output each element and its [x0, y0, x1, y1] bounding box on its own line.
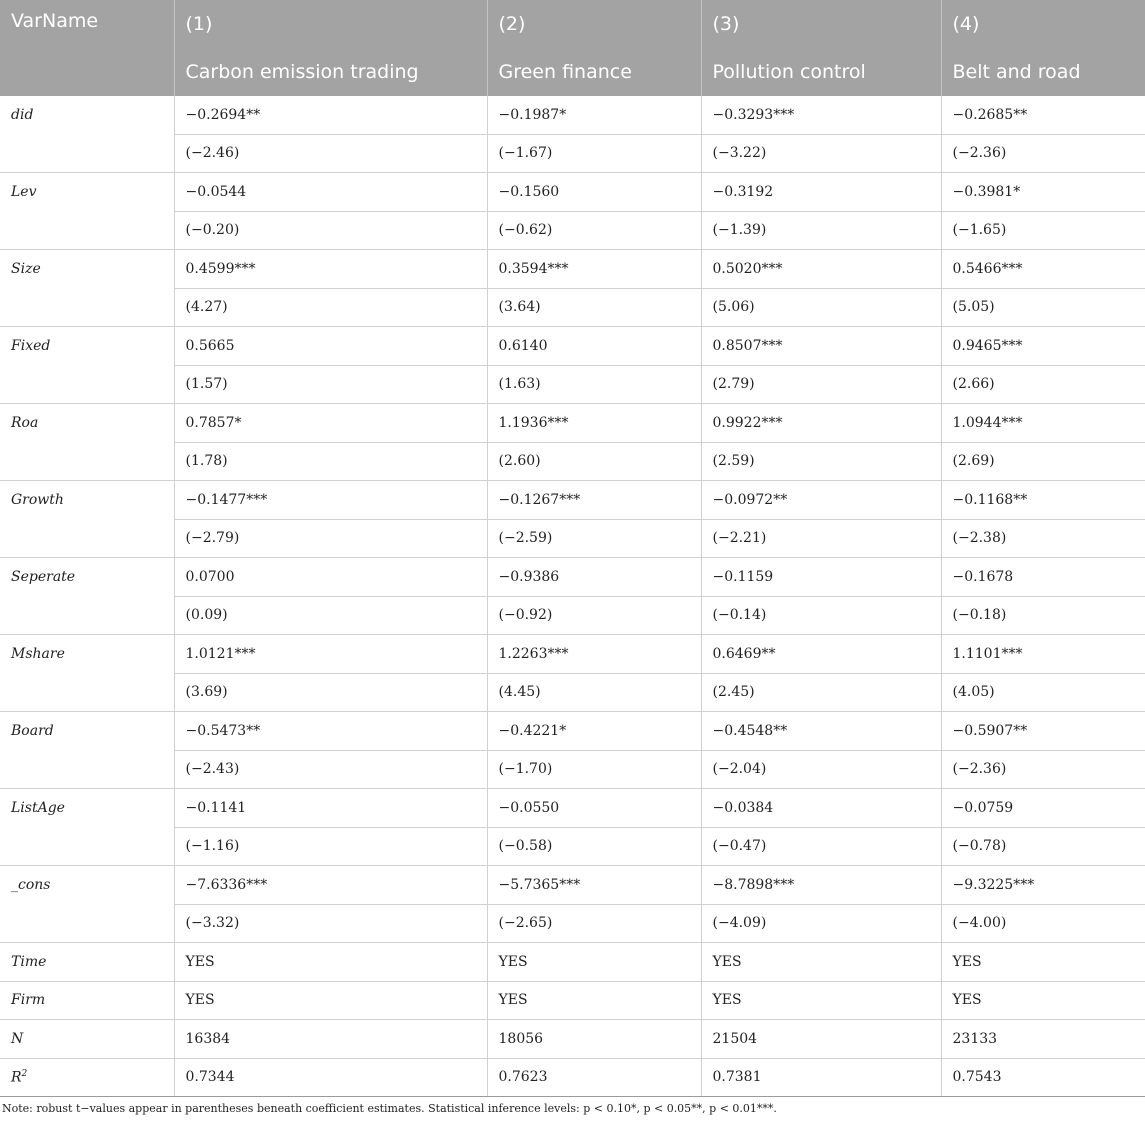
t-value-cell: (−2.36) [941, 750, 1145, 789]
value-cell: 16384 [174, 1020, 487, 1059]
coefficient-cell: −5.7365*** [487, 866, 701, 905]
variable-name: Size [0, 250, 174, 327]
coefficient-cell: 0.5466*** [941, 250, 1145, 289]
coefficient-cell: −0.1477*** [174, 481, 487, 520]
coefficient-cell: −0.9386 [487, 558, 701, 597]
t-value-cell: (−1.39) [701, 211, 941, 250]
coefficient-cell: 1.2263*** [487, 635, 701, 674]
superscript: 2 [21, 1068, 28, 1079]
coefficient-cell: −0.0550 [487, 789, 701, 828]
coefficient-cell: −0.0544 [174, 173, 487, 212]
table-row [0, 404, 1145, 443]
t-value-cell: (2.59) [701, 442, 941, 481]
column-title: Belt and road [941, 48, 1145, 96]
table-row [0, 943, 1145, 982]
variable-label: N [11, 1030, 24, 1047]
t-value-cell: (−0.58) [487, 827, 701, 866]
value-cell: YES [487, 943, 701, 982]
table-row [0, 789, 1145, 828]
t-value-cell: (1.57) [174, 365, 487, 404]
t-value-cell: (−0.14) [701, 596, 941, 635]
t-value-cell: (−4.00) [941, 904, 1145, 943]
t-value-cell: (4.27) [174, 288, 487, 327]
variable-label: R [11, 1069, 22, 1086]
variable-name: Lev [0, 173, 174, 250]
variable-name: Seperate [0, 558, 174, 635]
t-value-cell: (1.63) [487, 365, 701, 404]
variable-name: Board [0, 712, 174, 789]
variable-name: Mshare [0, 635, 174, 712]
t-value-cell: (0.09) [174, 596, 487, 635]
t-value-cell: (2.69) [941, 442, 1145, 481]
table-row [0, 96, 1145, 134]
t-value-cell: (−3.22) [701, 134, 941, 173]
table-note: Note: robust t−values appear in parentheses beneath coefficient estimates. Statistical inference levels: p < 0.10*, p < 0.05**, p < 0.01***. [2, 1102, 777, 1115]
t-value-cell: (−2.21) [701, 519, 941, 558]
coefficient-cell: −0.1168** [941, 481, 1145, 520]
coefficient-cell: −0.0972** [701, 481, 941, 520]
table-row [0, 1058, 1145, 1097]
t-value-cell: (−2.04) [701, 750, 941, 789]
coefficient-cell: −8.7898*** [701, 866, 941, 905]
coefficient-cell: −7.6336*** [174, 866, 487, 905]
table-body [0, 96, 1145, 1097]
t-value-cell: (−4.09) [701, 904, 941, 943]
t-value-cell: (5.06) [701, 288, 941, 327]
t-value-cell: (3.64) [487, 288, 701, 327]
table-row [0, 712, 1145, 751]
coefficient-cell: 1.1101*** [941, 635, 1145, 674]
coefficient-cell: −0.1987* [487, 96, 701, 134]
value-cell: 0.7344 [174, 1058, 487, 1097]
coefficient-cell: −0.3981* [941, 173, 1145, 212]
t-value-cell: (1.78) [174, 442, 487, 481]
t-value-cell: (4.45) [487, 673, 701, 712]
coefficient-cell: −0.1141 [174, 789, 487, 828]
t-value-cell: (−1.70) [487, 750, 701, 789]
t-value-cell: (−2.43) [174, 750, 487, 789]
table-row [0, 327, 1145, 366]
coefficient-cell: 0.9922*** [701, 404, 941, 443]
t-value-cell: (−1.65) [941, 211, 1145, 250]
value-cell: 0.7623 [487, 1058, 701, 1097]
table-row [0, 1020, 1145, 1059]
coefficient-cell: 0.5020*** [701, 250, 941, 289]
value-cell: 0.7381 [701, 1058, 941, 1097]
variable-name [0, 1020, 174, 1059]
column-number: (3) [701, 0, 941, 48]
variable-name: Fixed [0, 327, 174, 404]
coefficient-cell: 0.8507*** [701, 327, 941, 366]
value-cell: 0.7543 [941, 1058, 1145, 1097]
variable-name: _cons [0, 866, 174, 943]
coefficient-cell: −0.5473** [174, 712, 487, 751]
column-number: (1) [174, 0, 487, 48]
coefficient-cell: −0.1560 [487, 173, 701, 212]
table-row [0, 558, 1145, 597]
coefficient-cell: −0.4548** [701, 712, 941, 751]
variable-name: ListAge [0, 789, 174, 866]
t-value-cell: (−2.59) [487, 519, 701, 558]
table-row [0, 250, 1145, 289]
value-cell: 23133 [941, 1020, 1145, 1059]
column-title: Green finance [487, 48, 701, 96]
value-cell: 21504 [701, 1020, 941, 1059]
t-value-cell: (−2.46) [174, 134, 487, 173]
t-value-cell: (−0.47) [701, 827, 941, 866]
variable-name [0, 981, 174, 1020]
column-title: Pollution control [701, 48, 941, 96]
table-row [0, 481, 1145, 520]
coefficient-cell: −0.1267*** [487, 481, 701, 520]
coefficient-cell: −0.3293*** [701, 96, 941, 134]
table-row [0, 866, 1145, 905]
column-number: (4) [941, 0, 1145, 48]
t-value-cell: (−0.62) [487, 211, 701, 250]
t-value-cell: (−0.18) [941, 596, 1145, 635]
coefficient-cell: 1.0121*** [174, 635, 487, 674]
table-row [0, 981, 1145, 1020]
coefficient-cell: 0.7857* [174, 404, 487, 443]
t-value-cell: (−0.20) [174, 211, 487, 250]
variable-label: Firm [11, 992, 46, 1009]
value-cell: YES [487, 981, 701, 1020]
coefficient-cell: −0.5907** [941, 712, 1145, 751]
coefficient-cell: −0.3192 [701, 173, 941, 212]
coefficient-cell: −0.2694** [174, 96, 487, 134]
variable-name: did [0, 96, 174, 173]
t-value-cell: (5.05) [941, 288, 1145, 327]
variable-name: Roa [0, 404, 174, 481]
t-value-cell: (4.05) [941, 673, 1145, 712]
t-value-cell: (−3.32) [174, 904, 487, 943]
table-row [0, 635, 1145, 674]
coefficient-cell: 1.1936*** [487, 404, 701, 443]
coefficient-cell: −9.3225*** [941, 866, 1145, 905]
column-title: Carbon emission trading [174, 48, 487, 96]
variable-name: Growth [0, 481, 174, 558]
variable-name [0, 1058, 174, 1097]
value-cell: YES [701, 981, 941, 1020]
t-value-cell: (−1.67) [487, 134, 701, 173]
column-number: (2) [487, 0, 701, 48]
coefficient-cell: 0.4599*** [174, 250, 487, 289]
t-value-cell: (−2.65) [487, 904, 701, 943]
value-cell: YES [174, 943, 487, 982]
coefficient-cell: −0.2685** [941, 96, 1145, 134]
coefficient-cell: 1.0944*** [941, 404, 1145, 443]
coefficient-cell: 0.0700 [174, 558, 487, 597]
coefficient-cell: 0.6469** [701, 635, 941, 674]
t-value-cell: (−2.38) [941, 519, 1145, 558]
t-value-cell: (2.60) [487, 442, 701, 481]
table-row [0, 173, 1145, 212]
t-value-cell: (3.69) [174, 673, 487, 712]
value-cell: YES [941, 943, 1145, 982]
t-value-cell: (2.66) [941, 365, 1145, 404]
coefficient-cell: 0.6140 [487, 327, 701, 366]
value-cell: YES [941, 981, 1145, 1020]
coefficient-cell: 0.9465*** [941, 327, 1145, 366]
value-cell: YES [701, 943, 941, 982]
coefficient-cell: 0.5665 [174, 327, 487, 366]
t-value-cell: (2.45) [701, 673, 941, 712]
coefficient-cell: −0.0384 [701, 789, 941, 828]
coefficient-cell: −0.0759 [941, 789, 1145, 828]
t-value-cell: (2.79) [701, 365, 941, 404]
coefficient-cell: −0.1678 [941, 558, 1145, 597]
value-cell: 18056 [487, 1020, 701, 1059]
coefficient-cell: −0.4221* [487, 712, 701, 751]
t-value-cell: (−0.92) [487, 596, 701, 635]
varname-header: VarName [0, 0, 174, 96]
t-value-cell: (−2.79) [174, 519, 487, 558]
t-value-cell: (−1.16) [174, 827, 487, 866]
t-value-cell: (−0.78) [941, 827, 1145, 866]
t-value-cell: (−2.36) [941, 134, 1145, 173]
coefficient-cell: 0.3594*** [487, 250, 701, 289]
coefficient-cell: −0.1159 [701, 558, 941, 597]
variable-name [0, 943, 174, 982]
variable-label: Time [11, 953, 47, 970]
table-header [0, 0, 1145, 96]
value-cell: YES [174, 981, 487, 1020]
